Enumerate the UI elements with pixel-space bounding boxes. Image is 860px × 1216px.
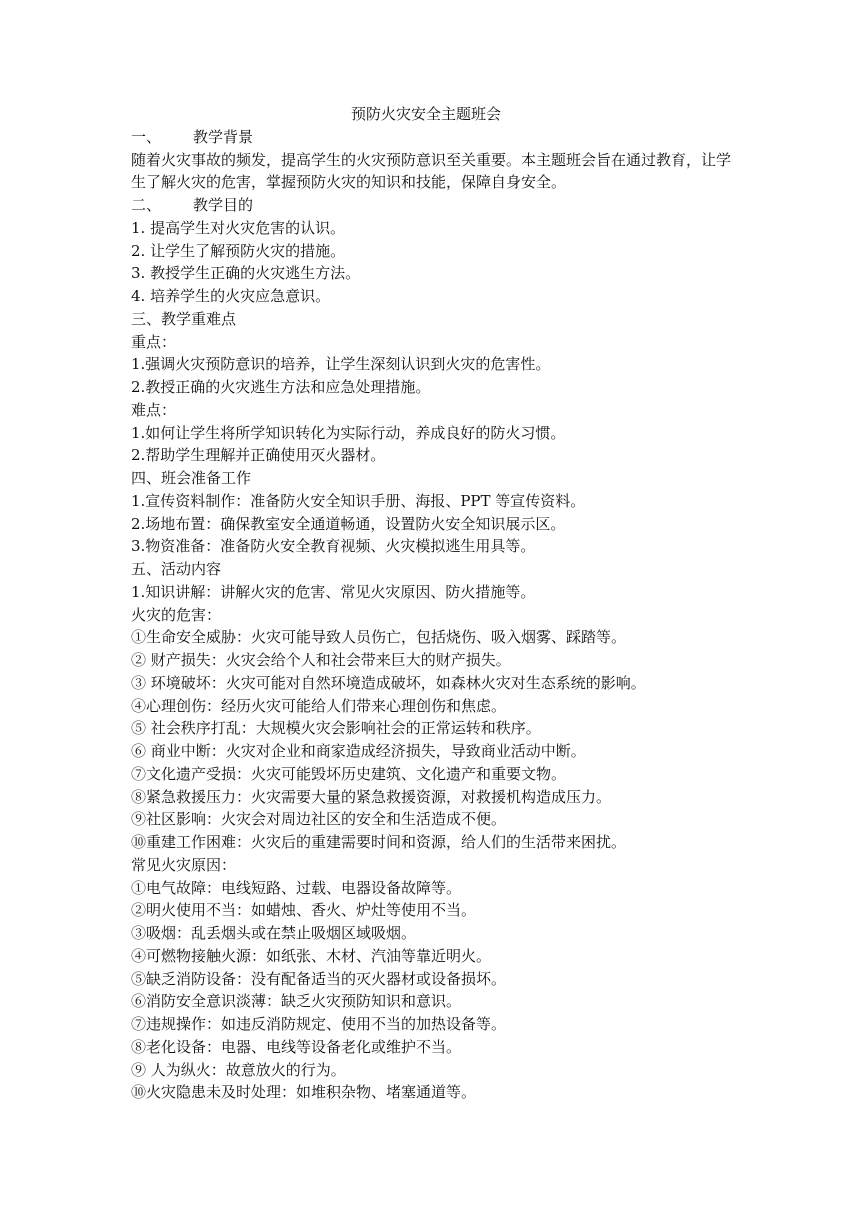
hazard-item: ③ 环境破坏：火灾可能对自然环境造成破坏，如森林火灾对生态系统的影响。 bbox=[131, 673, 646, 692]
section-heading-5: 五、活动内容 bbox=[131, 560, 222, 578]
list-item: 3.物资准备：准备防火安全教育视频、火灾模拟逃生用具等。 bbox=[131, 537, 536, 556]
subheading-difficult-points: 难点： bbox=[131, 400, 177, 419]
cause-item: ⑨ 人为纵火：故意放火的行为。 bbox=[131, 1060, 346, 1079]
hazard-item: ⑨社区影响：火灾会对周边社区的安全和生活造成不便。 bbox=[131, 810, 507, 829]
cause-item: ②明火使用不当：如蜡烛、香火、炉灶等使用不当。 bbox=[131, 901, 477, 920]
section-heading-3: 三、教学重难点 bbox=[131, 309, 237, 328]
subheading-key-points: 重点： bbox=[131, 332, 177, 351]
cause-item: ④可燃物接触火源：如纸张、木材、汽油等靠近明火。 bbox=[131, 946, 492, 965]
list-item: 4. 培养学生的火灾应急意识。 bbox=[131, 287, 331, 305]
cause-item: ⑧老化设备：电器、电线等设备老化或维护不当。 bbox=[131, 1037, 462, 1056]
section-heading-text: 教学目的 bbox=[193, 196, 254, 214]
section-heading-2 bbox=[131, 194, 731, 217]
section-number: 二、 bbox=[131, 196, 162, 214]
hazard-item: ⑦文化遗产受损：火灾可能毁坏历史建筑、文化遗产和重要文物。 bbox=[131, 764, 567, 783]
document-title: 预防火灾安全主题班会 bbox=[350, 105, 501, 123]
list-item: 2. 让学生了解预防火灾的措施。 bbox=[131, 241, 346, 260]
list-item: 2.帮助学生理解并正确使用灭火器材。 bbox=[131, 446, 386, 465]
cause-item: ⑥消防安全意识淡薄：缺乏火灾预防知识和意识。 bbox=[131, 992, 462, 1011]
list-item: 2.场地布置：确保教室安全通道畅通，设置防火安全知识展示区。 bbox=[131, 514, 566, 533]
hazard-item: ①生命安全威胁：火灾可能导致人员伤亡，包括烧伤、吸入烟雾、踩踏等。 bbox=[131, 628, 627, 647]
section-number: 一、 bbox=[131, 127, 162, 146]
list-item: 1.知识讲解：讲解火灾的危害、常见火灾原因、防火措施等。 bbox=[131, 582, 536, 601]
section-heading-1 bbox=[131, 126, 731, 149]
cause-item: ③吸烟：乱丢烟头或在禁止吸烟区域吸烟。 bbox=[131, 924, 417, 942]
list-item: 2.教授正确的火灾逃生方法和应急处理措施。 bbox=[131, 378, 431, 396]
list-item: 1.宣传资料制作：准备防火安全知识手册、海报、PPT 等宣传资料。 bbox=[131, 491, 586, 510]
hazard-item: ⑩重建工作困难：火灾后的重建需要时间和资源，给人们的生活带来困扰。 bbox=[131, 833, 627, 851]
list-item: 3. 教授学生正确的火灾逃生方法。 bbox=[131, 264, 361, 283]
subheading-fire-hazards: 火灾的危害： bbox=[131, 605, 222, 624]
section-heading-4: 四、班会准备工作 bbox=[131, 469, 252, 487]
list-item: 1.强调火灾预防意识的培养，让学生深刻认识到火灾的危害性。 bbox=[131, 355, 551, 374]
subheading-fire-causes: 常见火灾原因： bbox=[131, 855, 237, 874]
list-item: 1.如何让学生将所学知识转化为实际行动，养成良好的防火习惯。 bbox=[131, 423, 566, 442]
document-body bbox=[131, 103, 731, 1104]
hazard-item: ⑥ 商业中断：火灾对企业和商家造成经济损失，导致商业活动中断。 bbox=[131, 742, 586, 760]
cause-item: ①电气故障：电线短路、过载、电器设备故障等。 bbox=[131, 878, 462, 897]
hazard-item: ④心理创伤：经历火灾可能给人们带来心理创伤和焦虑。 bbox=[131, 696, 507, 715]
hazard-item: ⑤ 社会秩序打乱：大规模火灾会影响社会的正常运转和秩序。 bbox=[131, 719, 541, 738]
hazard-item: ② 财产损失：火灾会给个人和社会带来巨大的财产损失。 bbox=[131, 651, 511, 669]
cause-item: ⑦违规操作：如违反消防规定、使用不当的加热设备等。 bbox=[131, 1015, 507, 1033]
paragraph: 随着火灾事故的频发，提高学生的火灾预防意识至关重要。本主题班会旨在通过教育，让学生了解火灾的危害，掌握预防火灾的知识和技能，保障自身安全。 bbox=[131, 150, 732, 192]
hazard-item: ⑧紧急救援压力：火灾需要大量的紧急救援资源，对救援机构造成压力。 bbox=[131, 787, 612, 806]
section-heading-text: 教学背景 bbox=[193, 127, 254, 146]
cause-item: ⑩火灾隐患未及时处理：如堆积杂物、堵塞通道等。 bbox=[131, 1083, 477, 1102]
cause-item: ⑤缺乏消防设备：没有配备适当的灭火器材或设备损坏。 bbox=[131, 969, 507, 988]
list-item: 1. 提高学生对火灾危害的认识。 bbox=[131, 218, 346, 237]
